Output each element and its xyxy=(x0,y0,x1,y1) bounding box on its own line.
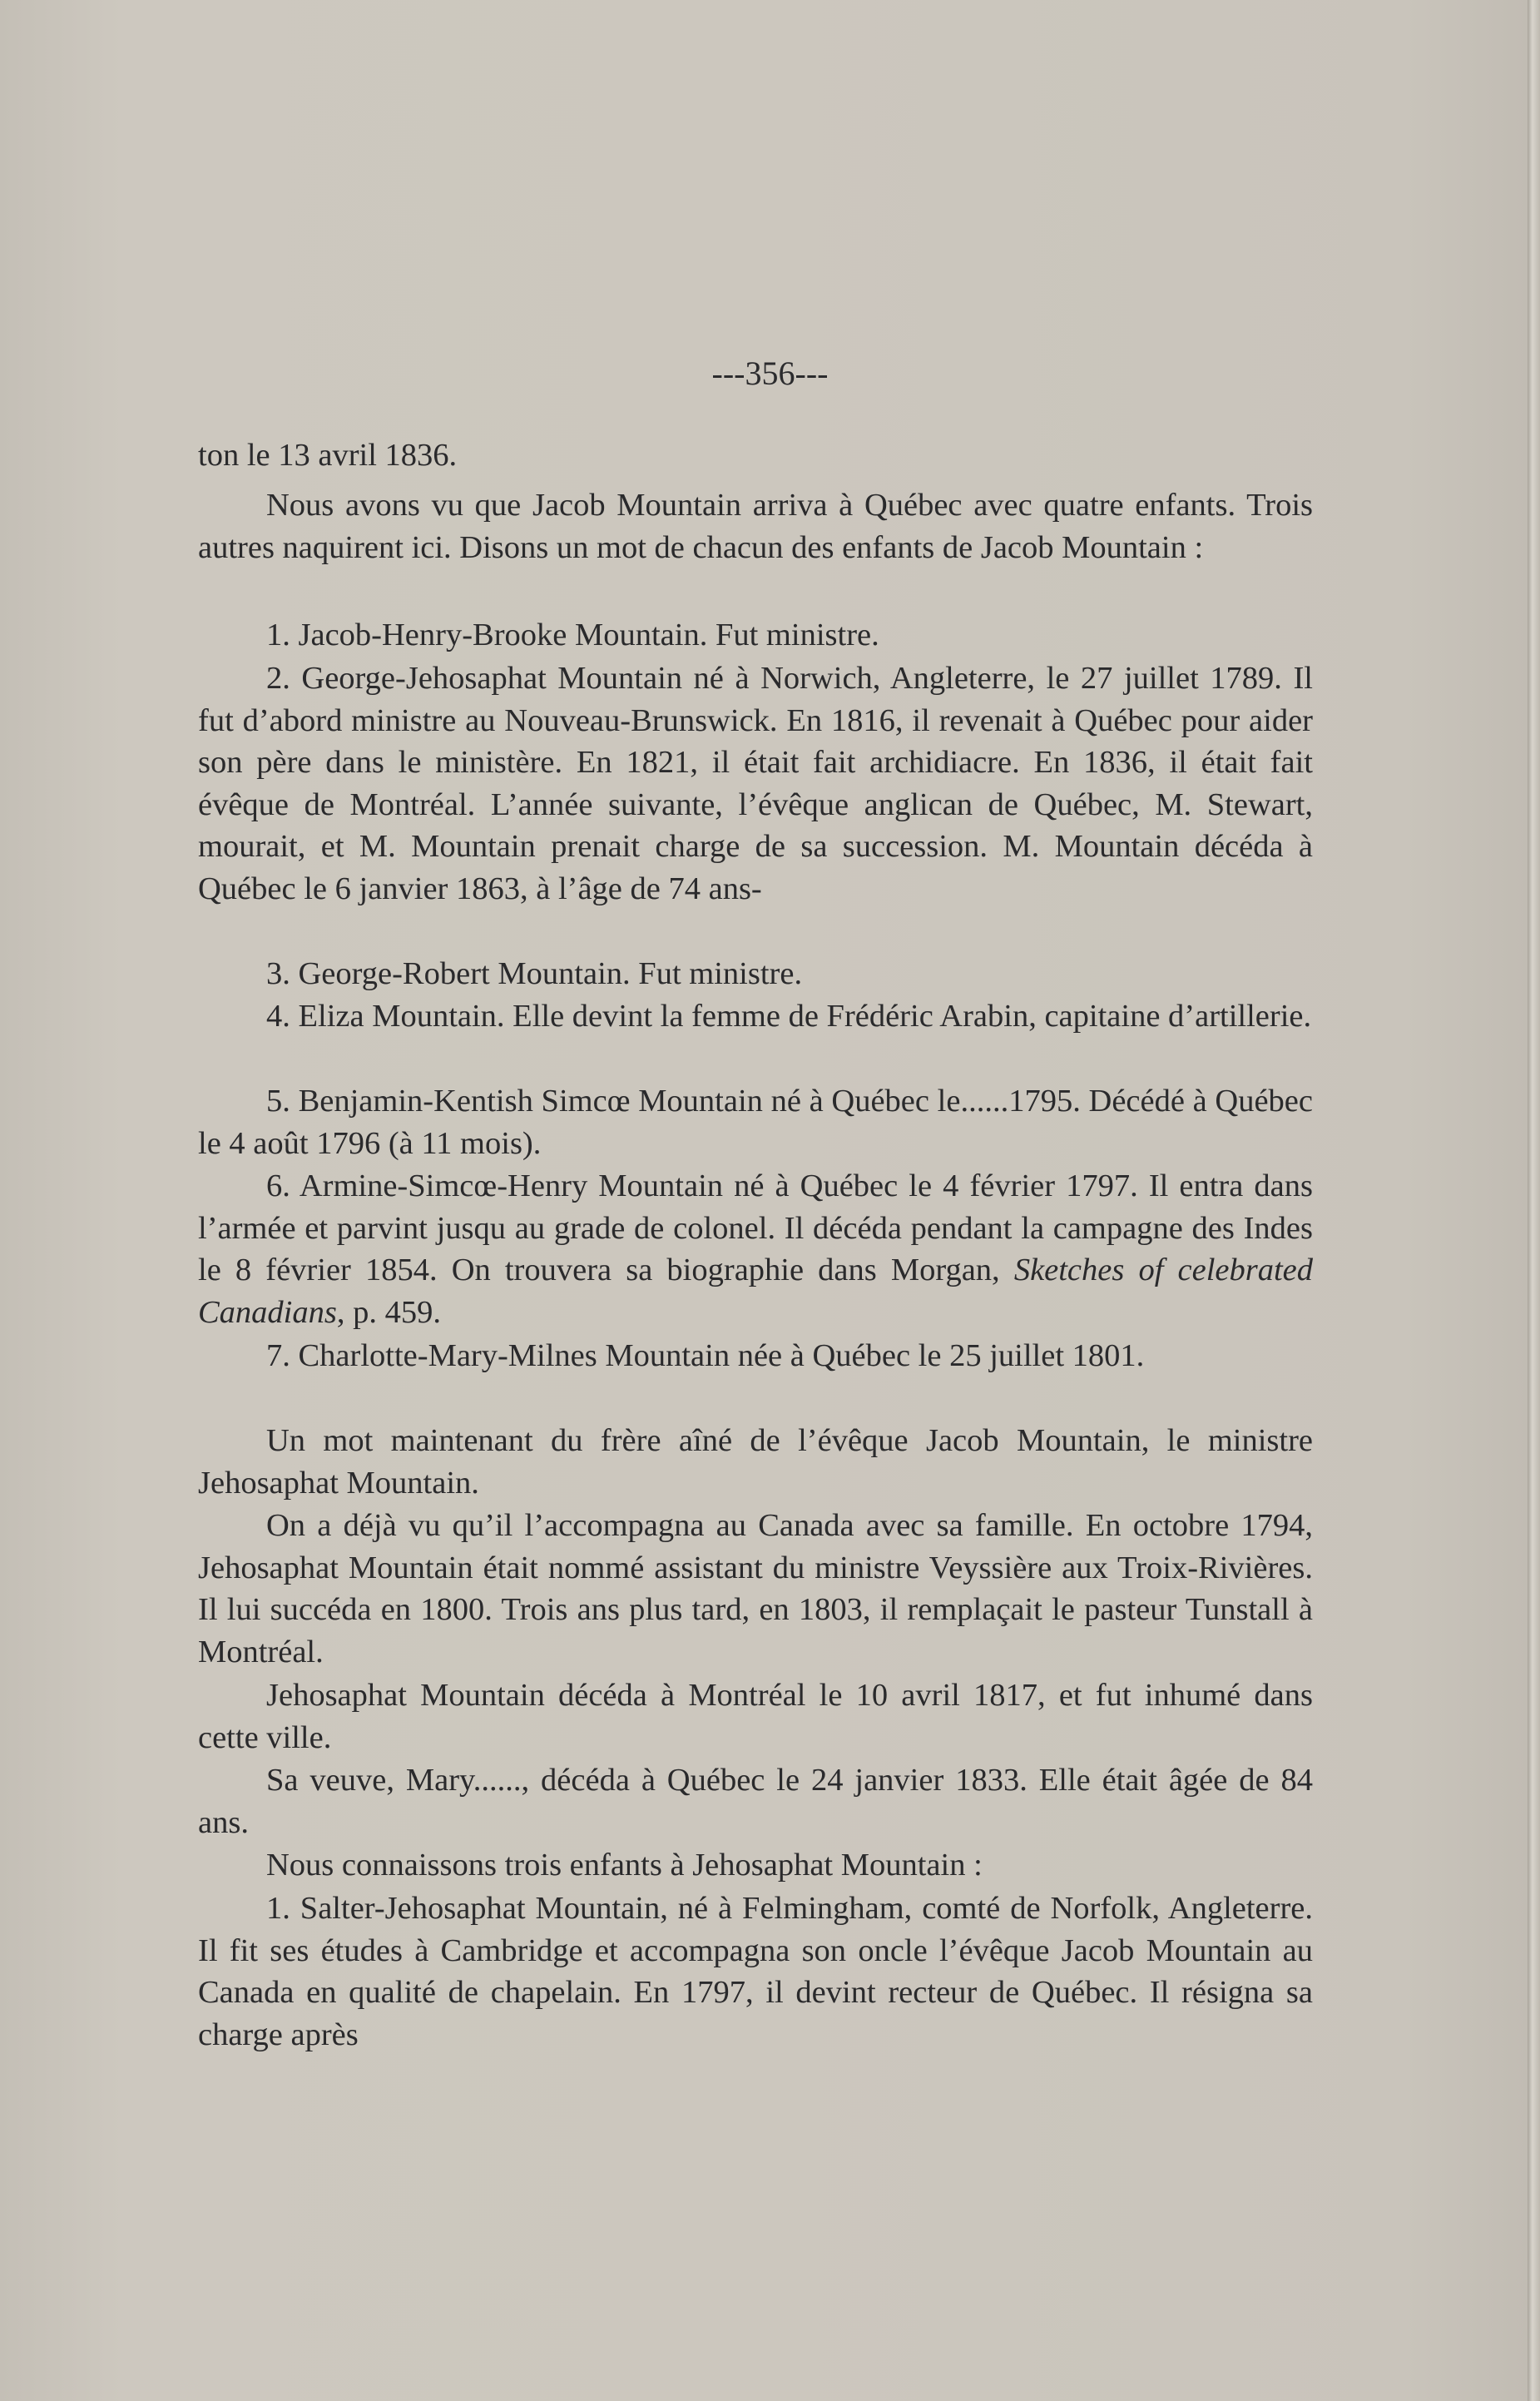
paragraph-continuation: ton le 13 avril 1836. xyxy=(198,438,458,473)
page-number: ---356--- xyxy=(711,355,829,392)
paragraph-canada: On a déjà vu qu’il l’accompagna au Canada avec sa famille. En octobre 1794, Jehosaphat Mountain était nommé assistant du ministre Veyssière aux Troix-Rivières. Il lui succéda en 1800. Trois ans plus tard, en 1803, il remplaçait le pasteur Tunstall à Montréal. xyxy=(198,1508,1313,1669)
list-item-2: 2. George-Jehosaphat Mountain né à Norwich, Angleterre, le 27 juillet 1789. Il fut d’abord ministre au Nouveau-Brunswick. En 1816, il revenait à Québec pour aider son père dans le ministère. En 1821, il était fait archidiacre. En 1836, il était fait évêque de Montréal. L’année suivante, l’évêque anglican de Québec, M. Stewart, mourait, et M. Mountain prenait charge de sa succession. M. Mountain décéda à Québec le 6 janvier 1863, à l’âge de 74 ans- xyxy=(198,661,1313,906)
paragraph-death: Jehosaphat Mountain décéda à Montréal le 10 avril 1817, et fut inhumé dans cette ville. xyxy=(198,1678,1313,1755)
list-item-3: 3. George-Robert Mountain. Fut ministre. xyxy=(266,956,803,991)
list-item-6 xyxy=(198,1165,1313,1333)
list-item-7: 7. Charlotte-Mary-Milnes Mountain née à Québec le 25 juillet 1801. xyxy=(266,1338,1145,1373)
list-item-6-text: 6. Armine-Simcœ-Henry Mountain né à Québec le 4 février 1797. Il entra dans l’armée et parvint jusqu au grade de colonel. Il décéda pendant la campagne des Indes le 8 février 1854. On trouvera sa biographie dans Morgan, xyxy=(198,1168,1313,1287)
paragraph-intro: Nous avons vu que Jacob Mountain arriva à Québec avec quatre enfants. Trois autres naquirent ici. Disons un mot de chacun des enfants de Jacob Mountain : xyxy=(198,488,1313,565)
list-item-salter: 1. Salter-Jehosaphat Mountain, né à Felmingham, comté de Norfolk, Angleterre. Il fit ses études à Cambridge et accompagna son oncle l’évêque Jacob Mountain au Canada en qualité de chapelain. En 1797, il devint recteur de Québec. Il résigna sa charge après xyxy=(198,1891,1313,2052)
list-item-4: 4. Eliza Mountain. Elle devint la femme de Frédéric Arabin, capitaine d’artillerie. xyxy=(266,999,1312,1034)
book-title: Sketches of celebrated Canadians xyxy=(198,1253,1313,1330)
list-item-6-page: , p. 459. xyxy=(336,1294,441,1330)
paragraph-widow: Sa veuve, Mary......, décéda à Québec le 24 janvier 1833. Elle était âgée de 84 ans. xyxy=(198,1763,1313,1840)
list-item-5: 5. Benjamin-Kentish Simcœ Mountain né à Québec le......1795. Décédé à Québec le 4 août 1796 (à 11 mois). xyxy=(198,1084,1313,1161)
paragraph-brother: Un mot maintenant du frère aîné de l’évêque Jacob Mountain, le ministre Jehosaphat Mountain. xyxy=(198,1423,1313,1501)
paragraph-children: Nous connaissons trois enfants à Jehosaphat Mountain : xyxy=(266,1848,983,1883)
list-item-1: 1. Jacob-Henry-Brooke Mountain. Fut ministre. xyxy=(266,618,879,652)
